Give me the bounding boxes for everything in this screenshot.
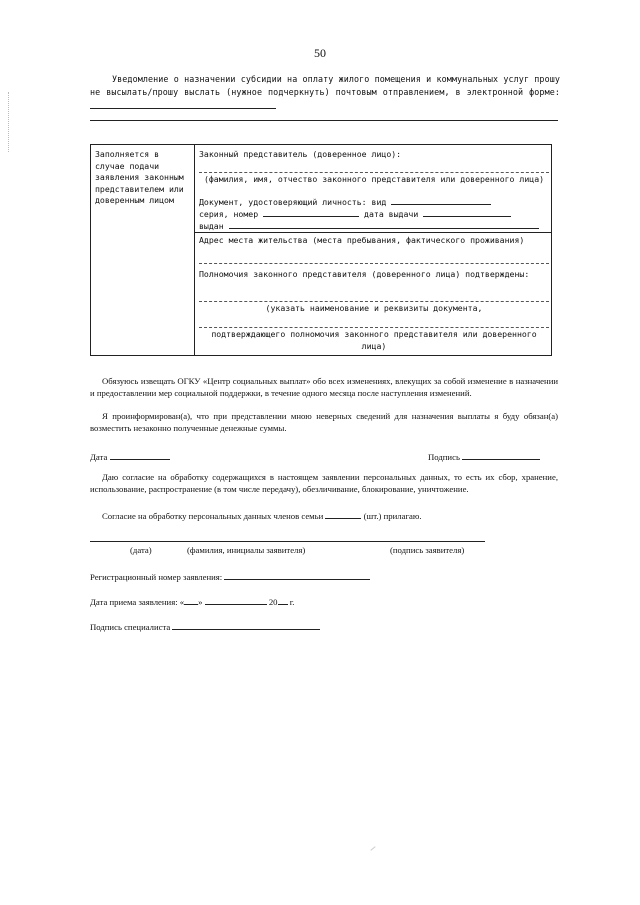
registration-label: Регистрационный номер заявления: bbox=[90, 572, 223, 582]
email-field[interactable] bbox=[90, 99, 276, 109]
consent-paragraph-2 bbox=[90, 509, 558, 523]
registration-field[interactable] bbox=[224, 570, 370, 580]
table-row-divider bbox=[194, 232, 551, 233]
specialist-label: Подпись специалиста bbox=[90, 622, 171, 632]
date-row bbox=[90, 450, 170, 462]
specialist-signature-field[interactable] bbox=[172, 620, 320, 630]
representative-caption: (фамилия, имя, отчество законного представителя или доверенного лица) bbox=[203, 174, 545, 184]
open-quote: « bbox=[179, 597, 185, 607]
issued-by-label: выдан bbox=[199, 221, 224, 231]
notice-text: Уведомление о назначении субсидии на оплату жилого помещения и коммунальных услуг прошу не высылать/прошу выслать (нужное подчеркнуть) почтовым отправлением, в электронной форме: bbox=[90, 74, 560, 97]
obligation-paragraph-1: Обязуюсь извещать ОГКУ «Центр социальных выплат» обо всех изменениях, влекущих за собой изменение в назначении и предоставлении мер социальной поддержки, в течение одного месяца после наступления изменений. bbox=[90, 376, 558, 398]
issued-by-row bbox=[199, 219, 549, 233]
representative-label: Законный представитель (доверенное лицо): bbox=[199, 149, 402, 159]
series-label: серия, номер bbox=[199, 209, 259, 219]
year-suffix: г. bbox=[289, 597, 295, 607]
reception-month-field[interactable] bbox=[205, 595, 267, 605]
year-prefix: 20 bbox=[268, 597, 278, 607]
consent-family-label: Согласие на обработку персональных данных членов семьи bbox=[102, 511, 324, 521]
specialist-row bbox=[90, 620, 320, 632]
issued-by-field[interactable] bbox=[229, 219, 539, 229]
scan-artifact-mark bbox=[370, 846, 375, 851]
powers-document-field-2[interactable] bbox=[199, 327, 549, 328]
reception-date-label: Дата приема заявления: bbox=[90, 597, 178, 607]
representative-table bbox=[90, 144, 552, 356]
table-left-cell: Заполняется в случае подачи заявления законным представителем или доверенным лицом bbox=[95, 149, 184, 205]
issue-date-label: дата выдачи bbox=[364, 209, 419, 219]
document-caption: (указать наименование и реквизиты документа, bbox=[265, 303, 483, 313]
reception-day-field[interactable] bbox=[184, 595, 198, 605]
registration-row bbox=[90, 570, 370, 582]
caption-name: (фамилия, инициалы заявителя) bbox=[187, 545, 306, 555]
page-number: 50 bbox=[314, 46, 326, 60]
obligation-paragraph-2: Я проинформирован(а), что при представлении мною неверных сведений для назначения выплаты я буду обязан(а) возместить незаконно полученные денежные суммы. bbox=[90, 411, 558, 433]
date-field[interactable] bbox=[110, 450, 170, 460]
signature-label: Подпись bbox=[428, 452, 460, 462]
consent-paragraph-1: Даю согласие на обработку содержащихся в настоящем заявлении персональных данных, то есть их сбор, хранение, использование, распространение (в том числе передачу), обезличивание, блокирование, уничтожение. bbox=[90, 472, 558, 494]
document-type-field[interactable] bbox=[391, 195, 491, 205]
signature-field[interactable] bbox=[462, 450, 540, 460]
document-caption-2: подтверждающего полномочия законного представителя или доверенного лица) bbox=[211, 329, 537, 351]
reception-date-row bbox=[90, 595, 294, 607]
powers-label: Полномочия законного представителя (доверенного лица) подтверждены: bbox=[199, 269, 530, 279]
caption-signature: (подпись заявителя) bbox=[390, 545, 465, 555]
scan-margin-mark bbox=[8, 92, 9, 152]
date-label: Дата bbox=[90, 452, 108, 462]
address-label: Адрес места жительства (места пребывания, фактического проживания) bbox=[199, 235, 525, 245]
reception-year-field[interactable] bbox=[278, 595, 288, 605]
document-type-label: Документ, удостоверяющий личность: вид bbox=[199, 197, 387, 207]
representative-name-field[interactable] bbox=[199, 172, 549, 173]
consent-family-suffix: (шт.) прилагаю. bbox=[363, 511, 422, 521]
family-consent-count-field[interactable] bbox=[325, 509, 361, 519]
issue-date-field[interactable] bbox=[423, 207, 511, 217]
close-quote: » bbox=[198, 597, 203, 607]
notice-paragraph bbox=[90, 73, 560, 113]
signature-row bbox=[428, 450, 540, 462]
caption-date: (дата) bbox=[130, 545, 152, 555]
notice-extra-line[interactable] bbox=[90, 120, 558, 121]
powers-document-field[interactable] bbox=[199, 301, 549, 302]
series-field[interactable] bbox=[263, 207, 359, 217]
address-field[interactable] bbox=[199, 263, 549, 264]
table-divider bbox=[194, 145, 195, 355]
applicant-signature-line[interactable] bbox=[90, 541, 485, 542]
